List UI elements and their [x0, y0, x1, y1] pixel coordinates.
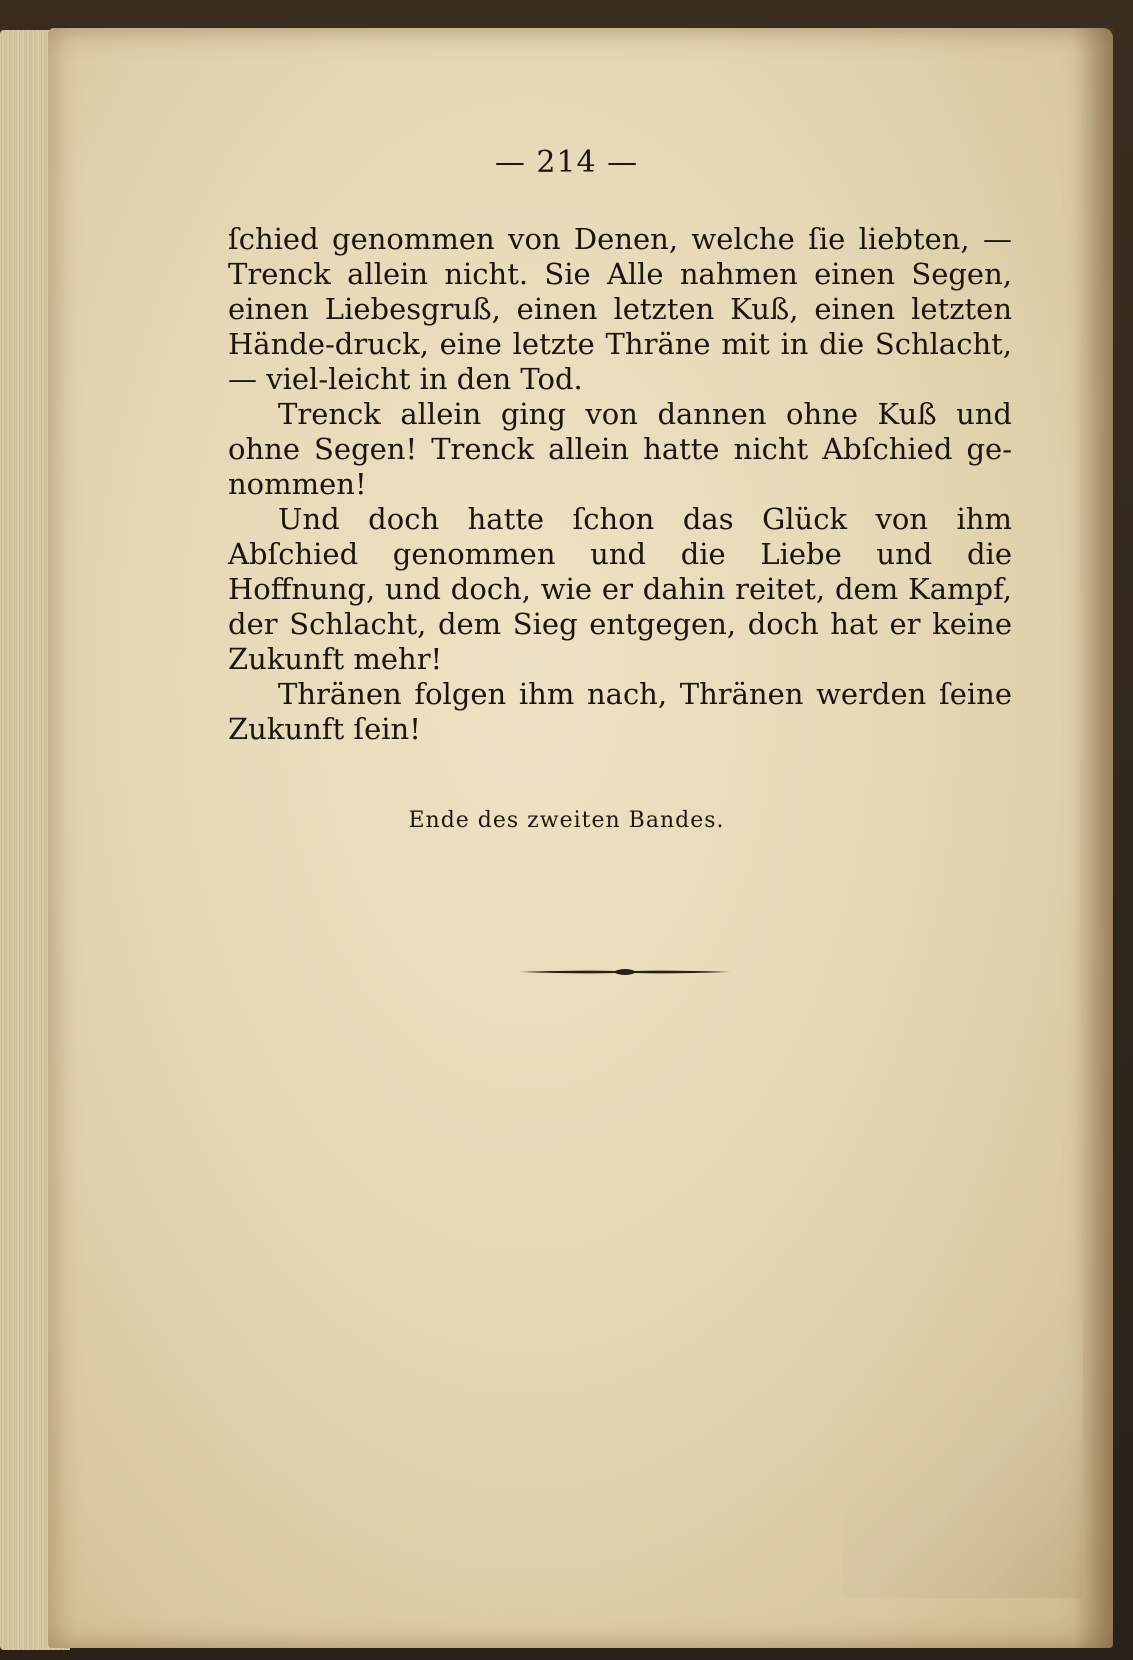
page-number: — 214 — — [494, 145, 639, 180]
paragraph: Thränen folgen ihm nach, Thränen werden ſeine Zukunft ſein! — [228, 677, 1012, 746]
body-text — [228, 222, 1012, 747]
end-of-volume-note: Ende des zweiten Bandes. — [408, 808, 725, 833]
paragraph: Und doch hatte ſchon das Glück von ihm Abſchied genommen und die Liebe und die Hoffnung, und doch, wie er dahin reitet, dem Kampf, der Schlacht, dem Sieg entgegen, doch hat er keine Zukunft mehr! — [228, 502, 1012, 676]
page-corner-crease — [843, 1258, 1083, 1598]
paragraph: ſchied genommen von Denen, welche ſie liebten, — Trenck allein nicht. Sie Alle nahmen einen Segen, einen Liebesgruß, einen letzten Kuß, einen letzten Hände-druck, eine letzte Thräne mit in die Schlacht, — viel-leicht in den Tod. — [228, 222, 1012, 396]
ornamental-rule — [520, 965, 730, 979]
paragraph: Trenck allein ging von dannen ohne Kuß und ohne Segen! Trenck allein hatte nicht Abſchied ge-nommen! — [228, 397, 1012, 501]
